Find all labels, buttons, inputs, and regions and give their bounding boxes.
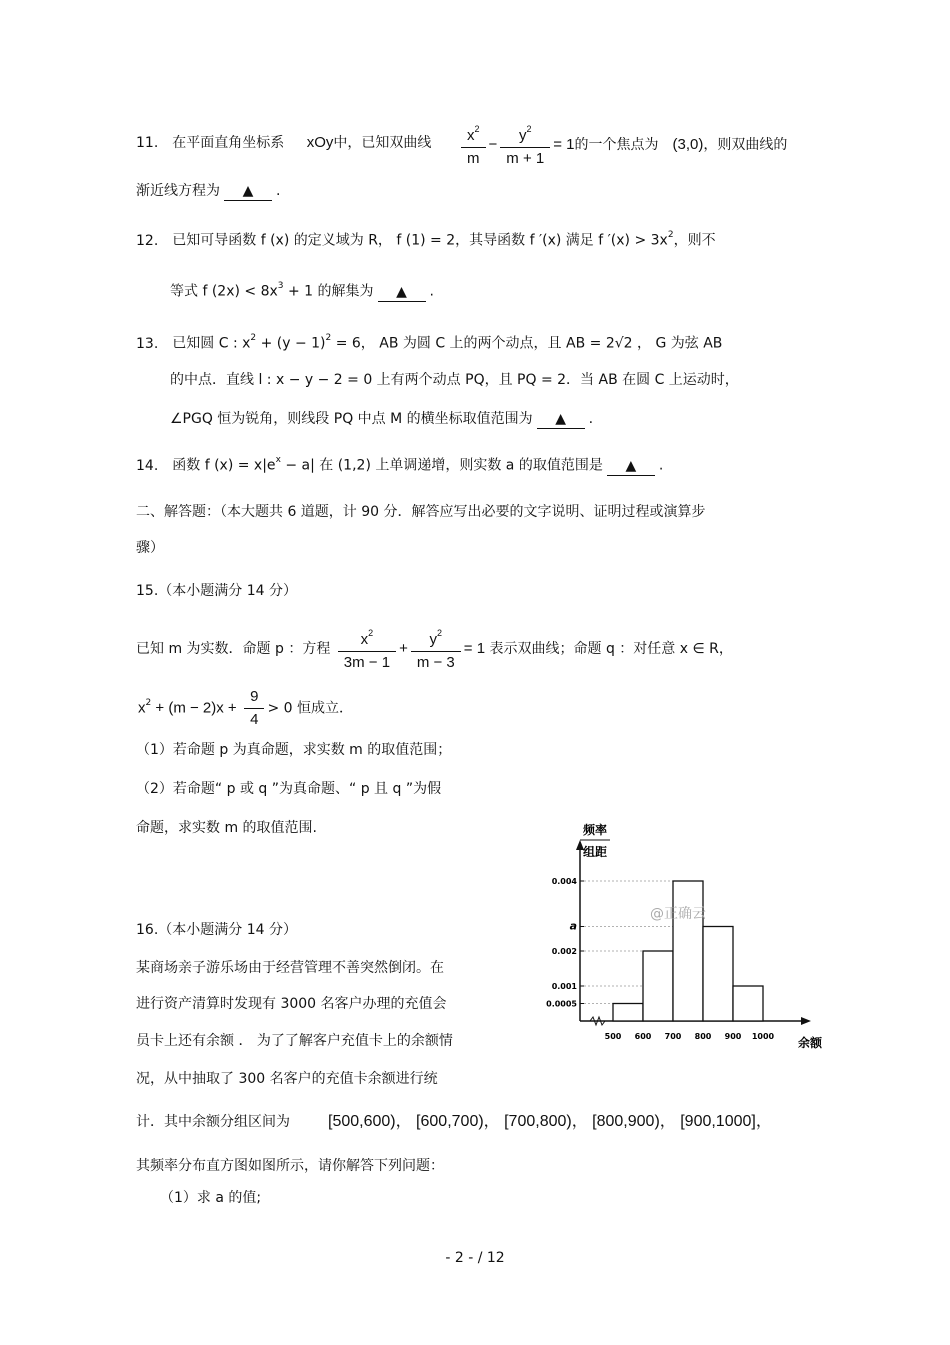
frequency-histogram: [530, 818, 830, 1058]
q11-text-c: 的一个焦点为: [574, 137, 659, 153]
q16-header: 16.（本小题满分 14 分）: [136, 922, 297, 938]
x-tick-label: 900: [724, 1032, 742, 1041]
x-tick-label: 700: [664, 1032, 682, 1041]
q12-answer-blank: ▲: [378, 283, 426, 302]
q12-number: 12.: [136, 232, 159, 249]
q15-fraction-1: $\frac{x^2}{3m - 1}$: [338, 626, 396, 672]
y-tick-label: 0.002: [551, 947, 577, 956]
histogram-bar: [673, 881, 703, 1021]
section2-heading-cont: 骤）: [136, 540, 164, 556]
page-number: - 2 - / 12: [445, 1250, 505, 1266]
q15-header: 15.（本小题满分 14 分）: [136, 583, 297, 599]
histogram-bar: [613, 1004, 643, 1022]
q16-intervals: [500,600)， [600,700)， [700,800)， [800,900)， [900,1000]，: [328, 1113, 772, 1130]
q11-equation: [458, 122, 787, 168]
q16-line6: 其频率分布直方图如图所示，请你解答下列问题：: [136, 1158, 444, 1174]
y-tick-label: 0.001: [551, 982, 577, 991]
q14-line: 14. 函数 f $(x) = x|e^x - a|$ 在 (1,2) 上单调递增，则实数 a 的取值范围是 ▲ .: [136, 455, 664, 474]
q16-line5-text: 计．其中余额分组区间为: [136, 1114, 290, 1130]
histogram-bar: [643, 951, 673, 1021]
q16-line5: [136, 1112, 772, 1132]
q11-text-b: 中，已知双曲线: [333, 135, 432, 151]
q13-line2-text: 的中点．直线 l : x − y − 2 = 0 上有两个动点 PQ，且 PQ = 2．当 AB 在圆 C 上运动时，: [170, 372, 739, 388]
q14-number: 14.: [136, 457, 159, 474]
q15-fraction-3: $\frac{9}{4}$: [244, 688, 264, 729]
y-axis-label-top: 频率: [582, 823, 608, 837]
y-axis-label-bottom: 组距: [582, 845, 608, 859]
q13-line3: ∠PGQ 恒为锐角，则线段 PQ 中点 M 的横坐标取值范围为 ▲ .: [170, 411, 594, 427]
q15-line1-text: 已知 m 为实数．命题 p ：方程: [136, 641, 331, 657]
q11-fraction-2: $\frac{y^2}{m + 1}$: [500, 122, 550, 168]
section2-heading: 二、解答题：（本大题共 6 道题，计 90 分．解答应写出必要的文字说明、证明过程或演算步: [136, 504, 706, 520]
x-axis-label: 余额: [797, 1036, 823, 1050]
q16-line3: 员卡上还有余额 ． 为了了解客户充值卡上的余额情: [136, 1033, 453, 1049]
q15-line2: $x^2 + (m - 2)x$ + $\frac{9}{4}$ > 0 恒成立．: [138, 688, 354, 728]
q11-coord-system: xOy: [306, 134, 334, 151]
q15-sub2: （2）若命题“ p 或 q ”为真命题、“ p 且 q ”为假: [136, 781, 442, 797]
histogram-bar: [733, 986, 763, 1021]
q11-text: 在平面直角坐标系: [172, 135, 285, 151]
q11-line2-text: 渐近线方程为: [136, 183, 220, 199]
q14-text: 函数 f (x) = x|e: [172, 457, 276, 474]
x-tick-label: 600: [634, 1032, 652, 1041]
x-axis-arrow: [801, 1017, 811, 1025]
q13-line2: [170, 370, 739, 390]
q11-answer-blank: ▲: [224, 182, 272, 201]
q15-line1: 已知 m 为实数．命题 p ：方程 $\frac{x^2}{3m - 1}$ + $\frac{y^2}{m - 3}$ = 1 表示双曲线；命题 q ：对任意 x ∈ R，: [136, 628, 733, 671]
q11-number: 11.: [136, 135, 159, 151]
q11-focus: (3,0): [672, 136, 704, 153]
y-tick-label: a: [569, 919, 577, 933]
q12-line2: 等式 f $(2x) < 8x^3 + 1$ 的解集为 ▲ .: [170, 281, 434, 300]
q11-line1: [136, 133, 431, 153]
q12-line1-text: 已知可导函数 f (x) 的定义域为 R， f (1) = 2，其导函数 f ′(x) 满足 f ′(x) > 3x: [172, 232, 668, 249]
q11-fraction-1: $\frac{x^2}{m}$: [461, 122, 486, 168]
q15-fraction-2: $\frac{y^2}{m - 3}$: [411, 626, 461, 672]
q11-text-d: ，则双曲线的: [703, 137, 788, 153]
y-tick-label: 0.0005: [546, 999, 577, 1009]
watermark: @正确云: [650, 906, 706, 922]
x-tick-label: 800: [694, 1032, 712, 1041]
q13-answer-blank: ▲: [537, 410, 585, 429]
q16-sub1: （1）求 a 的值;: [160, 1190, 262, 1206]
y-tick-label: 0.004: [551, 877, 577, 886]
q13-line3-text: ∠PGQ 恒为锐角，则线段 PQ 中点 M 的横坐标取值范围为: [170, 411, 533, 427]
q15-sub1: （1）若命题 p 为真命题，求实数 m 的取值范围；: [136, 742, 452, 758]
x-tick-label: 500: [604, 1032, 622, 1041]
q11-minus: −: [488, 136, 498, 153]
q15-line1-text-b: 表示双曲线；命题 q ：对任意 x ∈ R，: [489, 641, 733, 657]
q12-line2-text: 等式 f (2x) < 8x: [170, 283, 278, 300]
q16-line2: 进行资产清算时发现有 3000 名客户办理的充值会: [136, 996, 447, 1012]
q11-line2: 渐近线方程为 ▲ .: [136, 183, 281, 199]
q14-answer-blank: ▲: [607, 457, 655, 476]
q15-sub2-cont: 命题，求实数 m 的取值范围.: [136, 820, 317, 836]
q12-line1: 12. 已知可导函数 f (x) 的定义域为 R， f (1) = 2，其导函数 f ′(x) 满足 f $'(x) > 3x^2$，则不: [136, 230, 716, 249]
histogram-bar: [703, 927, 733, 1022]
x-tick-label: 1000: [751, 1032, 775, 1041]
q13-number: 13.: [136, 335, 159, 352]
q13-line1-text: 已知圆 C : x: [172, 335, 251, 352]
q16-line4: 况，从中抽取了 300 名客户的充值卡余额进行统: [136, 1071, 438, 1087]
q16-line1: 某商场亲子游乐场由于经营管理不善突然倒闭。在: [136, 960, 444, 976]
q11-eq: = 1: [553, 136, 575, 153]
q13-line1: 13. 已知圆 C : $x^2 + (y - 1)^2 = 6$， AB 为圆 C 上的两个动点，且 AB = 2√2 ， G 为弦 AB: [136, 333, 723, 352]
